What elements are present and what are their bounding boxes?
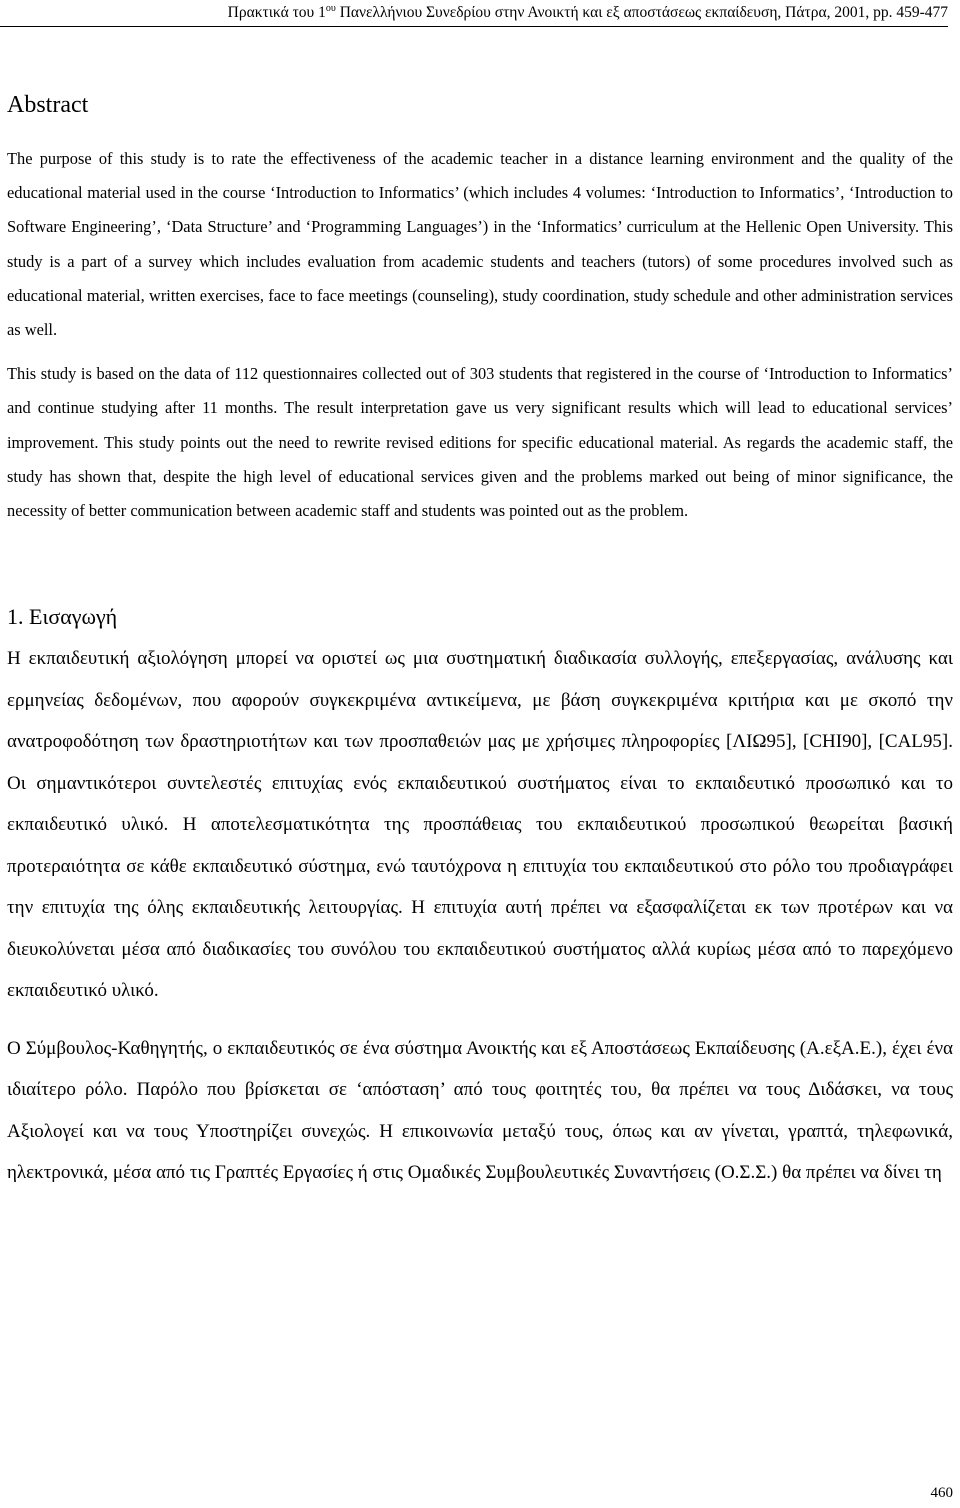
header-text-pre: Πρακτικά του 1	[227, 4, 326, 21]
page-number: 460	[930, 1485, 953, 1501]
abstract-paragraph-1: The purpose of this study is to rate the effectiveness of the academic teacher in a distance learning environment and the quality of the educational material used in the course ‘Introduction to Informatics’ (which includes 4 volumes: ‘Introduction to Informatics’, ‘Introduction to Software Engineering’, ‘Data Structure’ and ‘Programming Languages’) in the ‘Informatics’ curriculum at the Hellenic Open University. This study is a part of a survey which includes evaluation from academic students and teachers (tutors) of some procedures involved such as educational material, written exercises, face to face meetings (counseling), study coordination, study schedule and other administration services as well.	[7, 149, 953, 340]
introduction-paragraph-2: Ο Σύμβουλος-Καθηγητής, ο εκπαιδευτικός σε ένα σύστημα Ανοικτής και εξ Αποστάσεως Εκπαίδευσης (Α.εξΑ.Ε.), έχει ένα ιδιαίτερο ρόλο. Παρόλο που βρίσκεται σε ‘απόσταση’ από τους φοιτητές του, θα πρέπει να τους Διδάσκει, να τους Αξιολογεί και να τους Υποστηρίζει συνεχώς. Η επικοινωνία μεταξύ τους, όπως και αν γίνεται, γραπτά, τηλεφωνικά, ηλεκτρονικά, μέσα από τις Γραπτές Εργασίες ή στις Ομαδικές Συμβουλευτικές Συναντήσεις (Ο.Σ.Σ.) θα πρέπει να δίνει τη	[7, 1037, 953, 1184]
abstract-heading: Abstract	[7, 92, 89, 118]
section-heading-introduction: 1. Εισαγωγή	[7, 604, 118, 630]
introduction-paragraph-1: Η εκπαιδευτική αξιολόγηση μπορεί να οριστεί ως μια συστηματική διαδικασία συλλογής, επεξεργασίας, ανάλυσης και ερμηνείας δεδομένων, που αφορούν συγκεκριμένα αντικείμενα, με βάση συγκεκριμένα κριτήρια και με σκοπό την ανατροφοδότηση των δραστηριοτήτων και των προσπαθειών μας με χρήσιμες πληροφορίες [ΛΙΩ95], [CHI90], [CAL95]. Οι σημαντικότεροι συντελεστές επιτυχίας ενός εκπαιδευτικού συστήματος είναι το εκπαιδευτικό προσωπικό και το εκπαιδευτικό υλικό. Η αποτελεσματικότητα της προσπάθειας του εκπαιδευτικού προσωπικού θεωρείται βασική προτεραιότητα σε κάθε εκπαιδευτικό σύστημα, ενώ ταυτόχρονα η επιτυχία του εκπαιδευτικού στο ρόλο του προδιαγράφει την επιτυχία της όλης εκπαιδευτικής λειτουργίας. Η επιτυχία αυτή πρέπει να εξασφαλίζεται εκ των προτέρων και να διευκολύνεται μέσα από διαδικασίες του συνόλου του εκπαιδευτικού συστήματος αλλά κυρίως μέσα από το παρεχόμενο εκπαιδευτικό υλικό.	[7, 648, 953, 1002]
running-header	[0, 0, 948, 27]
header-text-post: Πανελλήνιου Συνεδρίου στην Ανοικτή και εξ αποστάσεως εκπαίδευση, Πάτρα, 2001, pp. 459-477	[335, 4, 948, 21]
page-content	[7, 88, 953, 1194]
abstract-paragraph-2: This study is based on the data of 112 questionnaires collected out of 303 students that registered in the course of ‘Introduction to Informatics’ and continue studying after 11 months. The result interpretation gave us very significant results which will lead to educational services’ improvement. This study points out the need to rewrite revised editions for specific educational material. As regards the academic staff, the study has shown that, despite the high level of educational services given and the problems marked out being of minor significance, the necessity of better communication between academic staff and students was pointed out as the problem.	[7, 364, 953, 521]
header-superscript: ου	[325, 2, 336, 14]
